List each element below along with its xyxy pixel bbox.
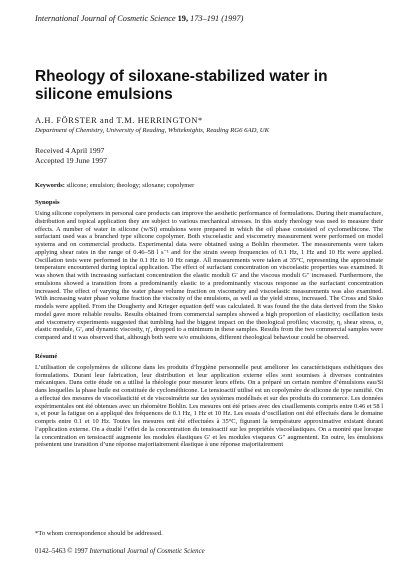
footer-code: 0142–5463 © 1997 — [35, 548, 88, 555]
article-dates — [35, 146, 383, 166]
journal-header — [35, 14, 383, 23]
resume-heading: Résumé — [35, 352, 58, 360]
article-authors: A.H. FÖRSTER and T.M. HERRINGTON* — [35, 116, 203, 125]
keywords-label: Keywords: — [35, 182, 65, 189]
keywords-line — [35, 182, 383, 189]
article-page — [35, 14, 383, 449]
synopsis-text: Using silicone copolymers in personal care products can improve the aesthetic performance of formulations. During their manufacture, distribution and topical application they are subject to various mechanical stresses. In this study rheology was used to measure their effects. A number of water in silicone (w/Si) emulsions were prepared in which the oil phase consisted of cyclomethicone. The surfactant used was a branched type silicone copolymer. Both viscoelastic and viscometry measurement were performed on model systems and on commercial products. Experimental data were obtained using a Bohlin rheometer. The measurements were taken applying shear rates in the range of 0.46–58 l s⁻¹ and for the strain sweep frequencies of 0.1 Hz, 1 Hz and 10 Hz were applied. Oscillation tests were performed in the 0.1 Hz to 10 Hz range. All measurements were taken at 35°C, representing the approximate temperature encountered during topical application. The effect of surfactant concentration on viscoelastic properties was examined. It was shown that with increasing surfactant concentration the elastic moduli G′ and the viscous moduli G″ increased. Furthermore, the emulsions showed a transition from a predominantly elastic to a predominantly viscous response as the surfactant concentration increased. The effect of varying the water phase volume fraction on viscometry and viscoelastic measurements was also examined. With increasing water phase volume fraction the viscosity of the emulsions, as well as the yield stress, increased. The Cross and Sisko models were applied. From the Dougherty and Krieger equation ϕeff was calculated. It was found the the data derived from the Sisko model gave more reliable results. Results obtained from commercial samples showed a high proportion of elasticity; oscillation tests and viscometry experiments suggested that tumbling had the biggest impact on the theological profiles; viscosity, η, shear stress, σ, elastic module, G′, and dynamic viscosity, η′, dropped to a minimum in these samples. Results from the two commercial samples were compared and it was observed that, although both were w/o emulsions, different rheological behaviour could be observed. — [35, 210, 383, 341]
footer-journal: International Journal of Cosmetic Science — [89, 548, 205, 555]
page-footer — [35, 548, 205, 555]
synopsis-heading: Synopsis — [35, 199, 60, 206]
article-title: Rheology of siloxane-stabilized water in silicone emulsions — [35, 68, 328, 103]
journal-name: International Journal of Cosmetic Science — [35, 14, 176, 23]
keywords-text: silicone; emulsion; theology; siloxane; copolymer — [66, 182, 195, 189]
journal-volume: 19, — [177, 14, 189, 23]
author-affiliation: Department of Chemistry, University of Reading, Whiteknights, Reading RG6 6AD, UK — [35, 127, 270, 134]
journal-pages: 173–191 (1997) — [190, 14, 244, 23]
received-date: Received 4 April 1997 — [35, 146, 105, 155]
resume-text: L’utilisation de copolymères de silicone dans les produits d’hygiène personnelle peut améliorer les caractéristiques esthétiques des formulations. Durant leur fabrication, leur distribution et leur application externe elles sont soumises à diverses contraintes mécaniques. Dans cette étude on a utilisé la rhéologie pour mesurer leurs effets. On a préparé un certain nombre d’émulsions eau/Si dans lesquelles la phase huile est constituée de cyclométhicone. Le tensioactif utilisé est un copolymère de silicone de type ramifié. On a effectué des mesures de viscoélasticité et de viscosimétrie sur des systèmes modélisés et sur des produits du commerce. Les données expérimentales ont été obtenues avec un rhéomètre Bohlin. Les mesures ont été prises avec des cisaillements compris entre 0.46 et 58 l s, et pour la fatigue on a appliqué des fréquences de 0.1 Hz, 1 Hz et 10 Hz. Les essais d’oscillation ont été effectués dans le domaine compris entre 0.1 et 10 Hz. Toutes les mesures ont été effectuées à 35°C, figurant la température approximative existant durant l’application externe. On a étudié l’effet de la concentration du tensioactif sur les propriétés viscoélastiques. On a montré que lorsque la concentration en tensioactif augmente les modules élastiques G′ et les modules visqueux G″ augmentent. En outre, les émulsions présentent une transition d’une réponse majoritairement élastique à une réponse majoritairement — [35, 363, 383, 449]
accepted-date: Accepted 19 June 1997 — [35, 156, 107, 165]
correspondence-footnote: *To whom correspondence should be addressed. — [35, 530, 163, 537]
